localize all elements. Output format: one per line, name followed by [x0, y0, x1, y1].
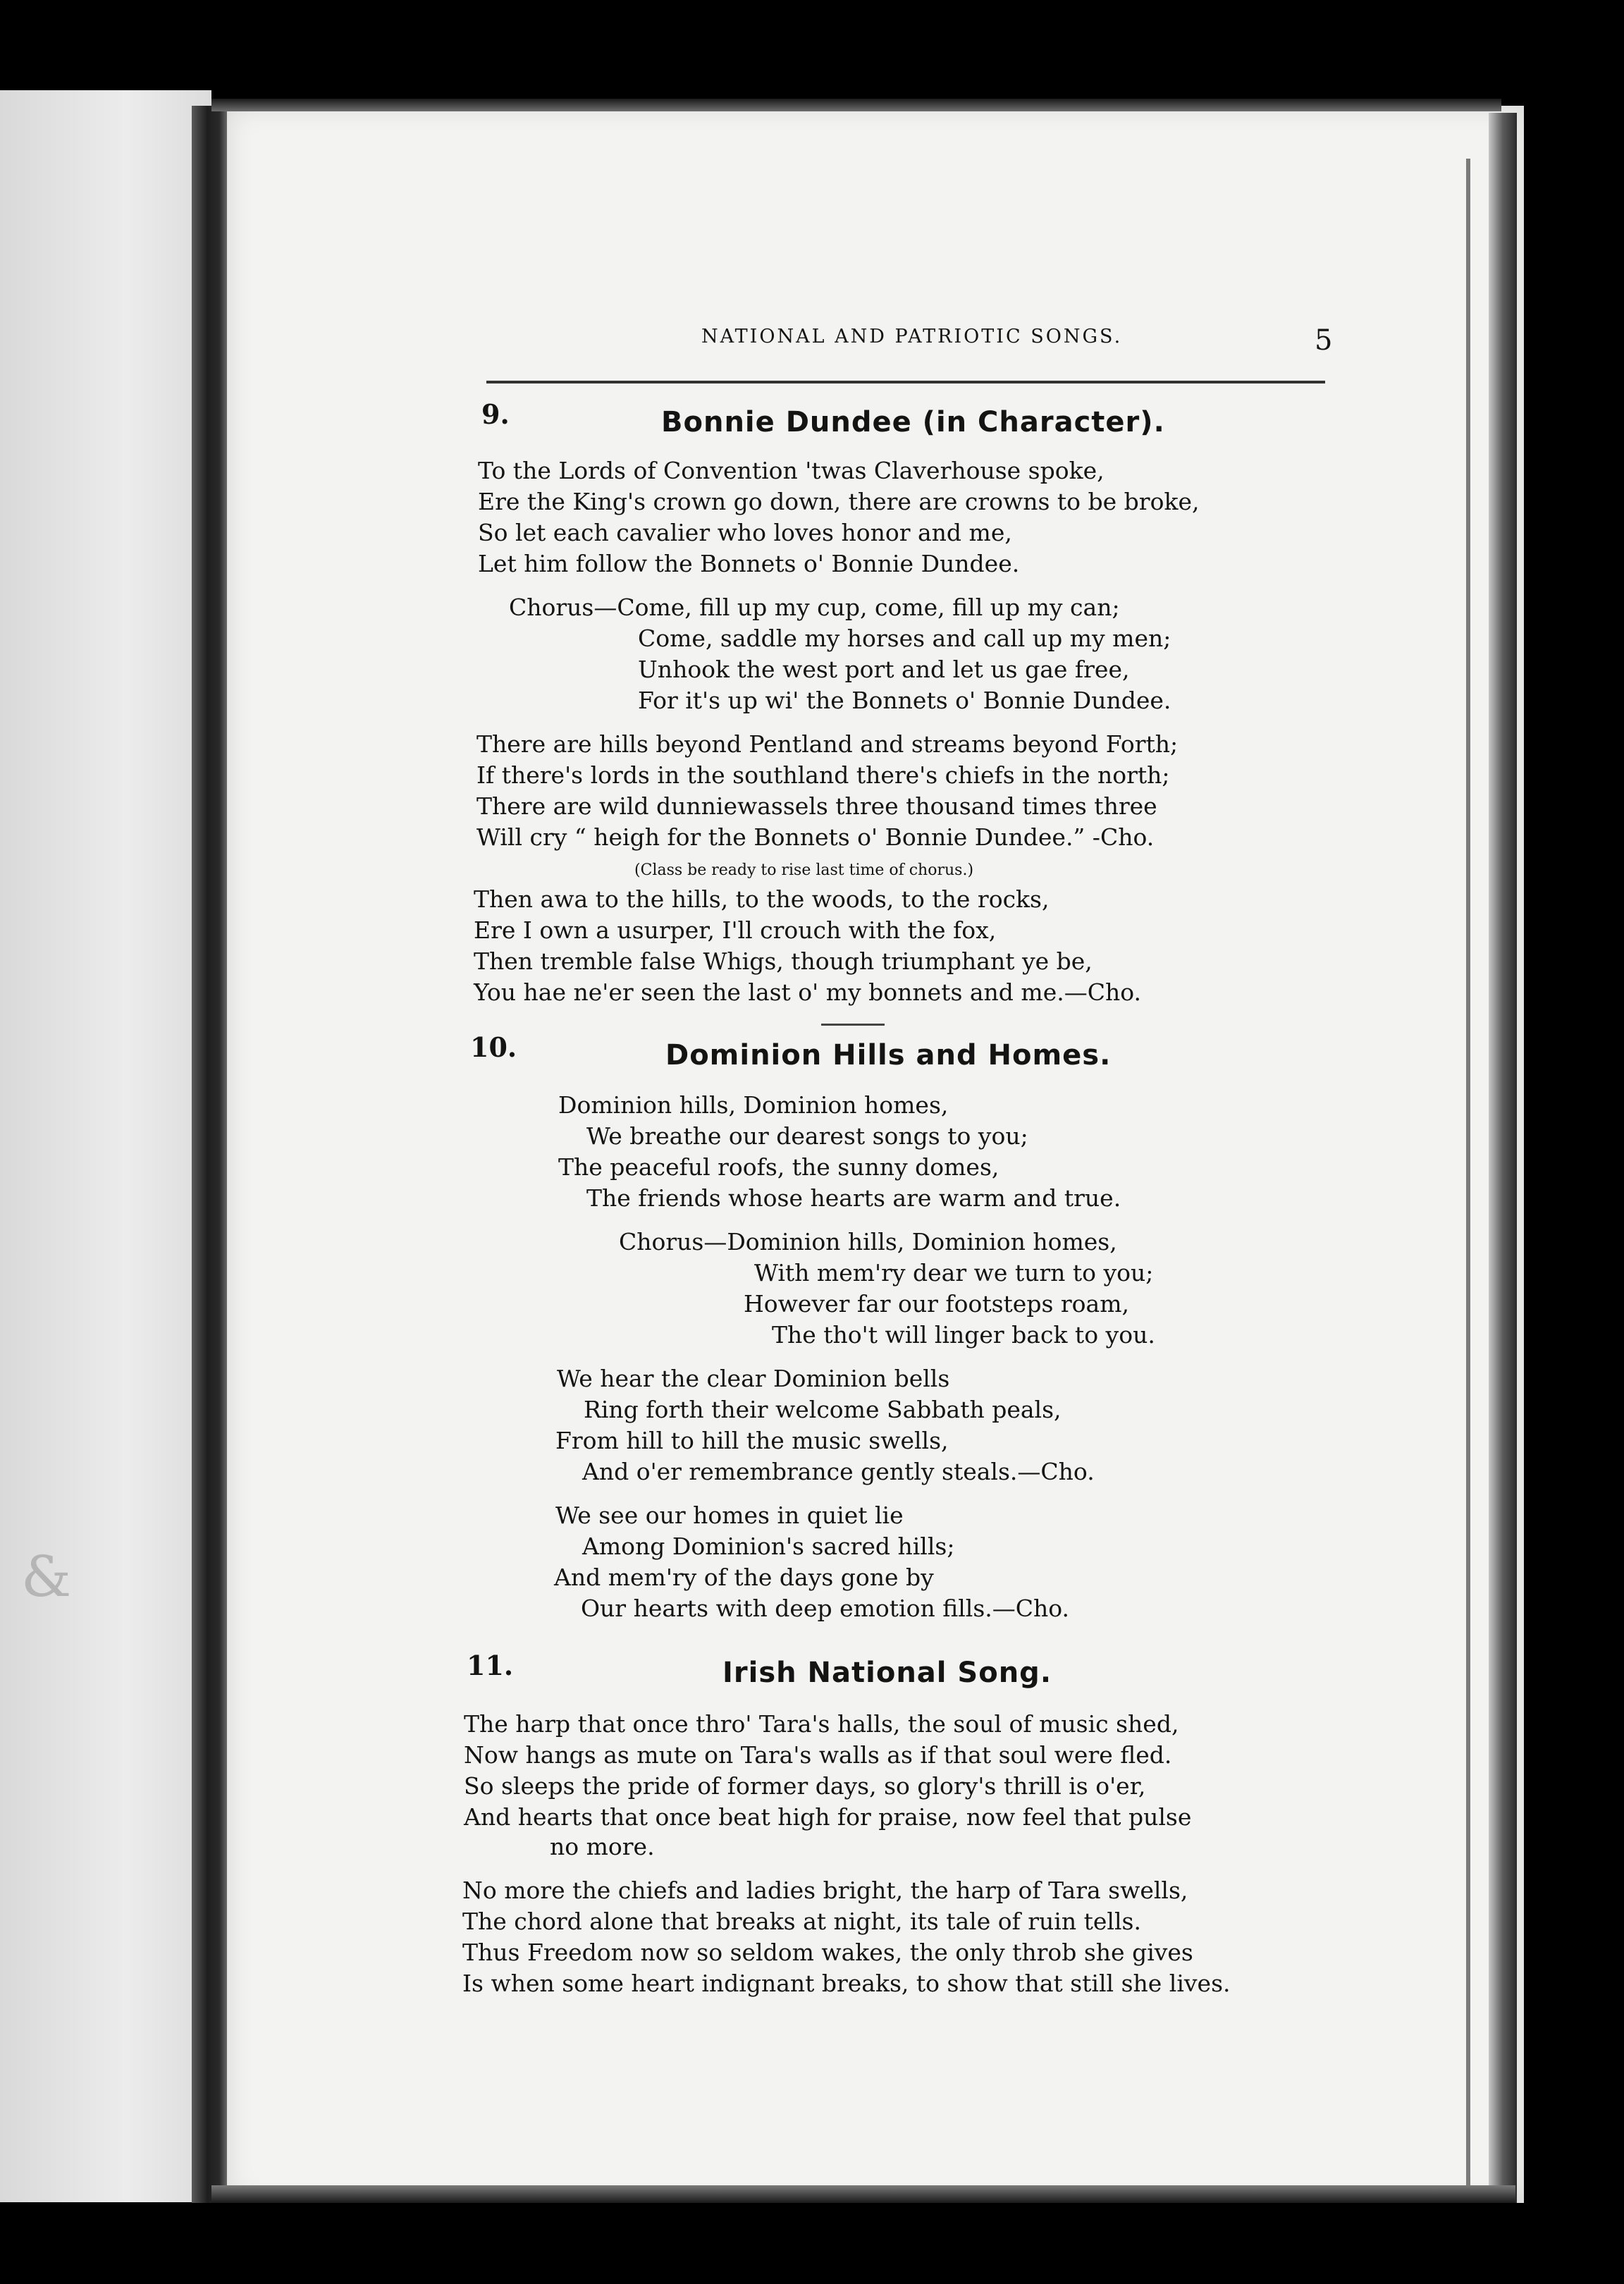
- verse-line: We breathe our dearest songs to you;: [586, 1122, 1028, 1150]
- song-title: Irish National Song.: [722, 1657, 1052, 1689]
- verse-line: So let each cavalier who loves honor and me,: [478, 519, 1012, 546]
- page-right-edge: [1489, 113, 1517, 2203]
- verse-line: Our hearts with deep emotion fills.—Cho.: [581, 1595, 1070, 1622]
- verse-line: Then tremble false Whigs, though triumphant ye be,: [474, 947, 1093, 975]
- verse-line: no more.: [550, 1833, 655, 1860]
- page-border-rule: [1466, 159, 1470, 2189]
- verse-line: Ring forth their welcome Sabbath peals,: [584, 1396, 1062, 1423]
- verse-line: Will cry “ heigh for the Bonnets o' Bonnie Dundee.” -Cho.: [476, 823, 1155, 851]
- page-number: 5: [1315, 324, 1333, 357]
- verse-line: And mem'ry of the days gone by: [554, 1564, 934, 1591]
- verse-line: We hear the clear Dominion bells: [557, 1365, 950, 1392]
- chorus-line: However far our footsteps roam,: [744, 1290, 1129, 1318]
- verse-line: Ere I own a usurper, I'll crouch with the fox,: [474, 916, 997, 944]
- performance-note: (Class be ready to rise last time of chorus.): [634, 861, 974, 879]
- chorus-line: Chorus—Dominion hills, Dominion homes,: [619, 1228, 1117, 1255]
- header-rule: [486, 381, 1325, 383]
- chorus-line: For it's up wi' the Bonnets o' Bonnie Dundee.: [638, 687, 1171, 714]
- verse-line: And o'er remembrance gently steals.—Cho.: [582, 1458, 1095, 1485]
- verse-line: You hae ne'er seen the last o' my bonnets and me.—Cho.: [474, 978, 1142, 1006]
- verse-line: The friends whose hearts are warm and true.: [586, 1184, 1121, 1212]
- verse-line: The harp that once thro' Tara's halls, the soul of music shed,: [464, 1710, 1179, 1738]
- previous-page-edge: [0, 90, 211, 2202]
- song-number: 10.: [470, 1031, 517, 1063]
- verse-line: No more the chiefs and ladies bright, the harp of Tara swells,: [462, 1877, 1188, 1904]
- verse-line: To the Lords of Convention 'twas Claverhouse spoke,: [478, 457, 1105, 484]
- verse-line: And hearts that once beat high for praise, now feel that pulse: [464, 1803, 1192, 1831]
- verse-line: There are wild dunniewassels three thousand times three: [476, 792, 1157, 820]
- verse-line: Let him follow the Bonnets o' Bonnie Dundee.: [478, 550, 1020, 577]
- chorus-line: With mem'ry dear we turn to you;: [754, 1259, 1154, 1287]
- verse-line: The peaceful roofs, the sunny domes,: [558, 1153, 999, 1181]
- margin-smudge: &: [21, 1544, 72, 1609]
- chorus-line: Unhook the west port and let us gae free,: [638, 656, 1130, 683]
- song-title: Dominion Hills and Homes.: [665, 1039, 1112, 1072]
- chorus-line: Chorus—Come, fill up my cup, come, fill up my can;: [509, 594, 1120, 621]
- song-number: 9.: [481, 398, 510, 430]
- verse-line: Then awa to the hills, to the woods, to the rocks,: [474, 885, 1050, 913]
- verse-line: Ere the King's crown go down, there are crowns to be broke,: [478, 488, 1200, 515]
- verse-line: Thus Freedom now so seldom wakes, the only throb she gives: [462, 1939, 1193, 1966]
- section-divider: [821, 1024, 885, 1026]
- verse-line: From hill to hill the music swells,: [555, 1427, 949, 1454]
- verse-line: Among Dominion's sacred hills;: [582, 1533, 955, 1560]
- verse-line: So sleeps the pride of former days, so glory's thrill is o'er,: [464, 1772, 1146, 1800]
- verse-line: Is when some heart indignant breaks, to show that still she lives.: [462, 1970, 1231, 1997]
- verse-line: The chord alone that breaks at night, its tale of ruin tells.: [462, 1908, 1141, 1935]
- page-bottom-edge: [211, 2185, 1515, 2203]
- verse-line: If there's lords in the southland there's chiefs in the north;: [476, 761, 1170, 789]
- running-head: NATIONAL AND PATRIOTIC SONGS.: [701, 326, 1123, 348]
- song-title: Bonnie Dundee (in Character).: [661, 406, 1165, 438]
- page-top-edge: [211, 99, 1501, 111]
- verse-line: Dominion hills, Dominion homes,: [558, 1091, 949, 1119]
- verse-line: There are hills beyond Pentland and streams beyond Forth;: [476, 730, 1179, 758]
- chorus-line: The tho't will linger back to you.: [772, 1321, 1155, 1349]
- chorus-line: Come, saddle my horses and call up my men;: [638, 625, 1171, 652]
- verse-line: Now hangs as mute on Tara's walls as if that soul were fled.: [464, 1741, 1172, 1769]
- song-number: 11.: [467, 1650, 514, 1681]
- book-gutter: [192, 106, 231, 2203]
- verse-line: We see our homes in quiet lie: [555, 1502, 904, 1529]
